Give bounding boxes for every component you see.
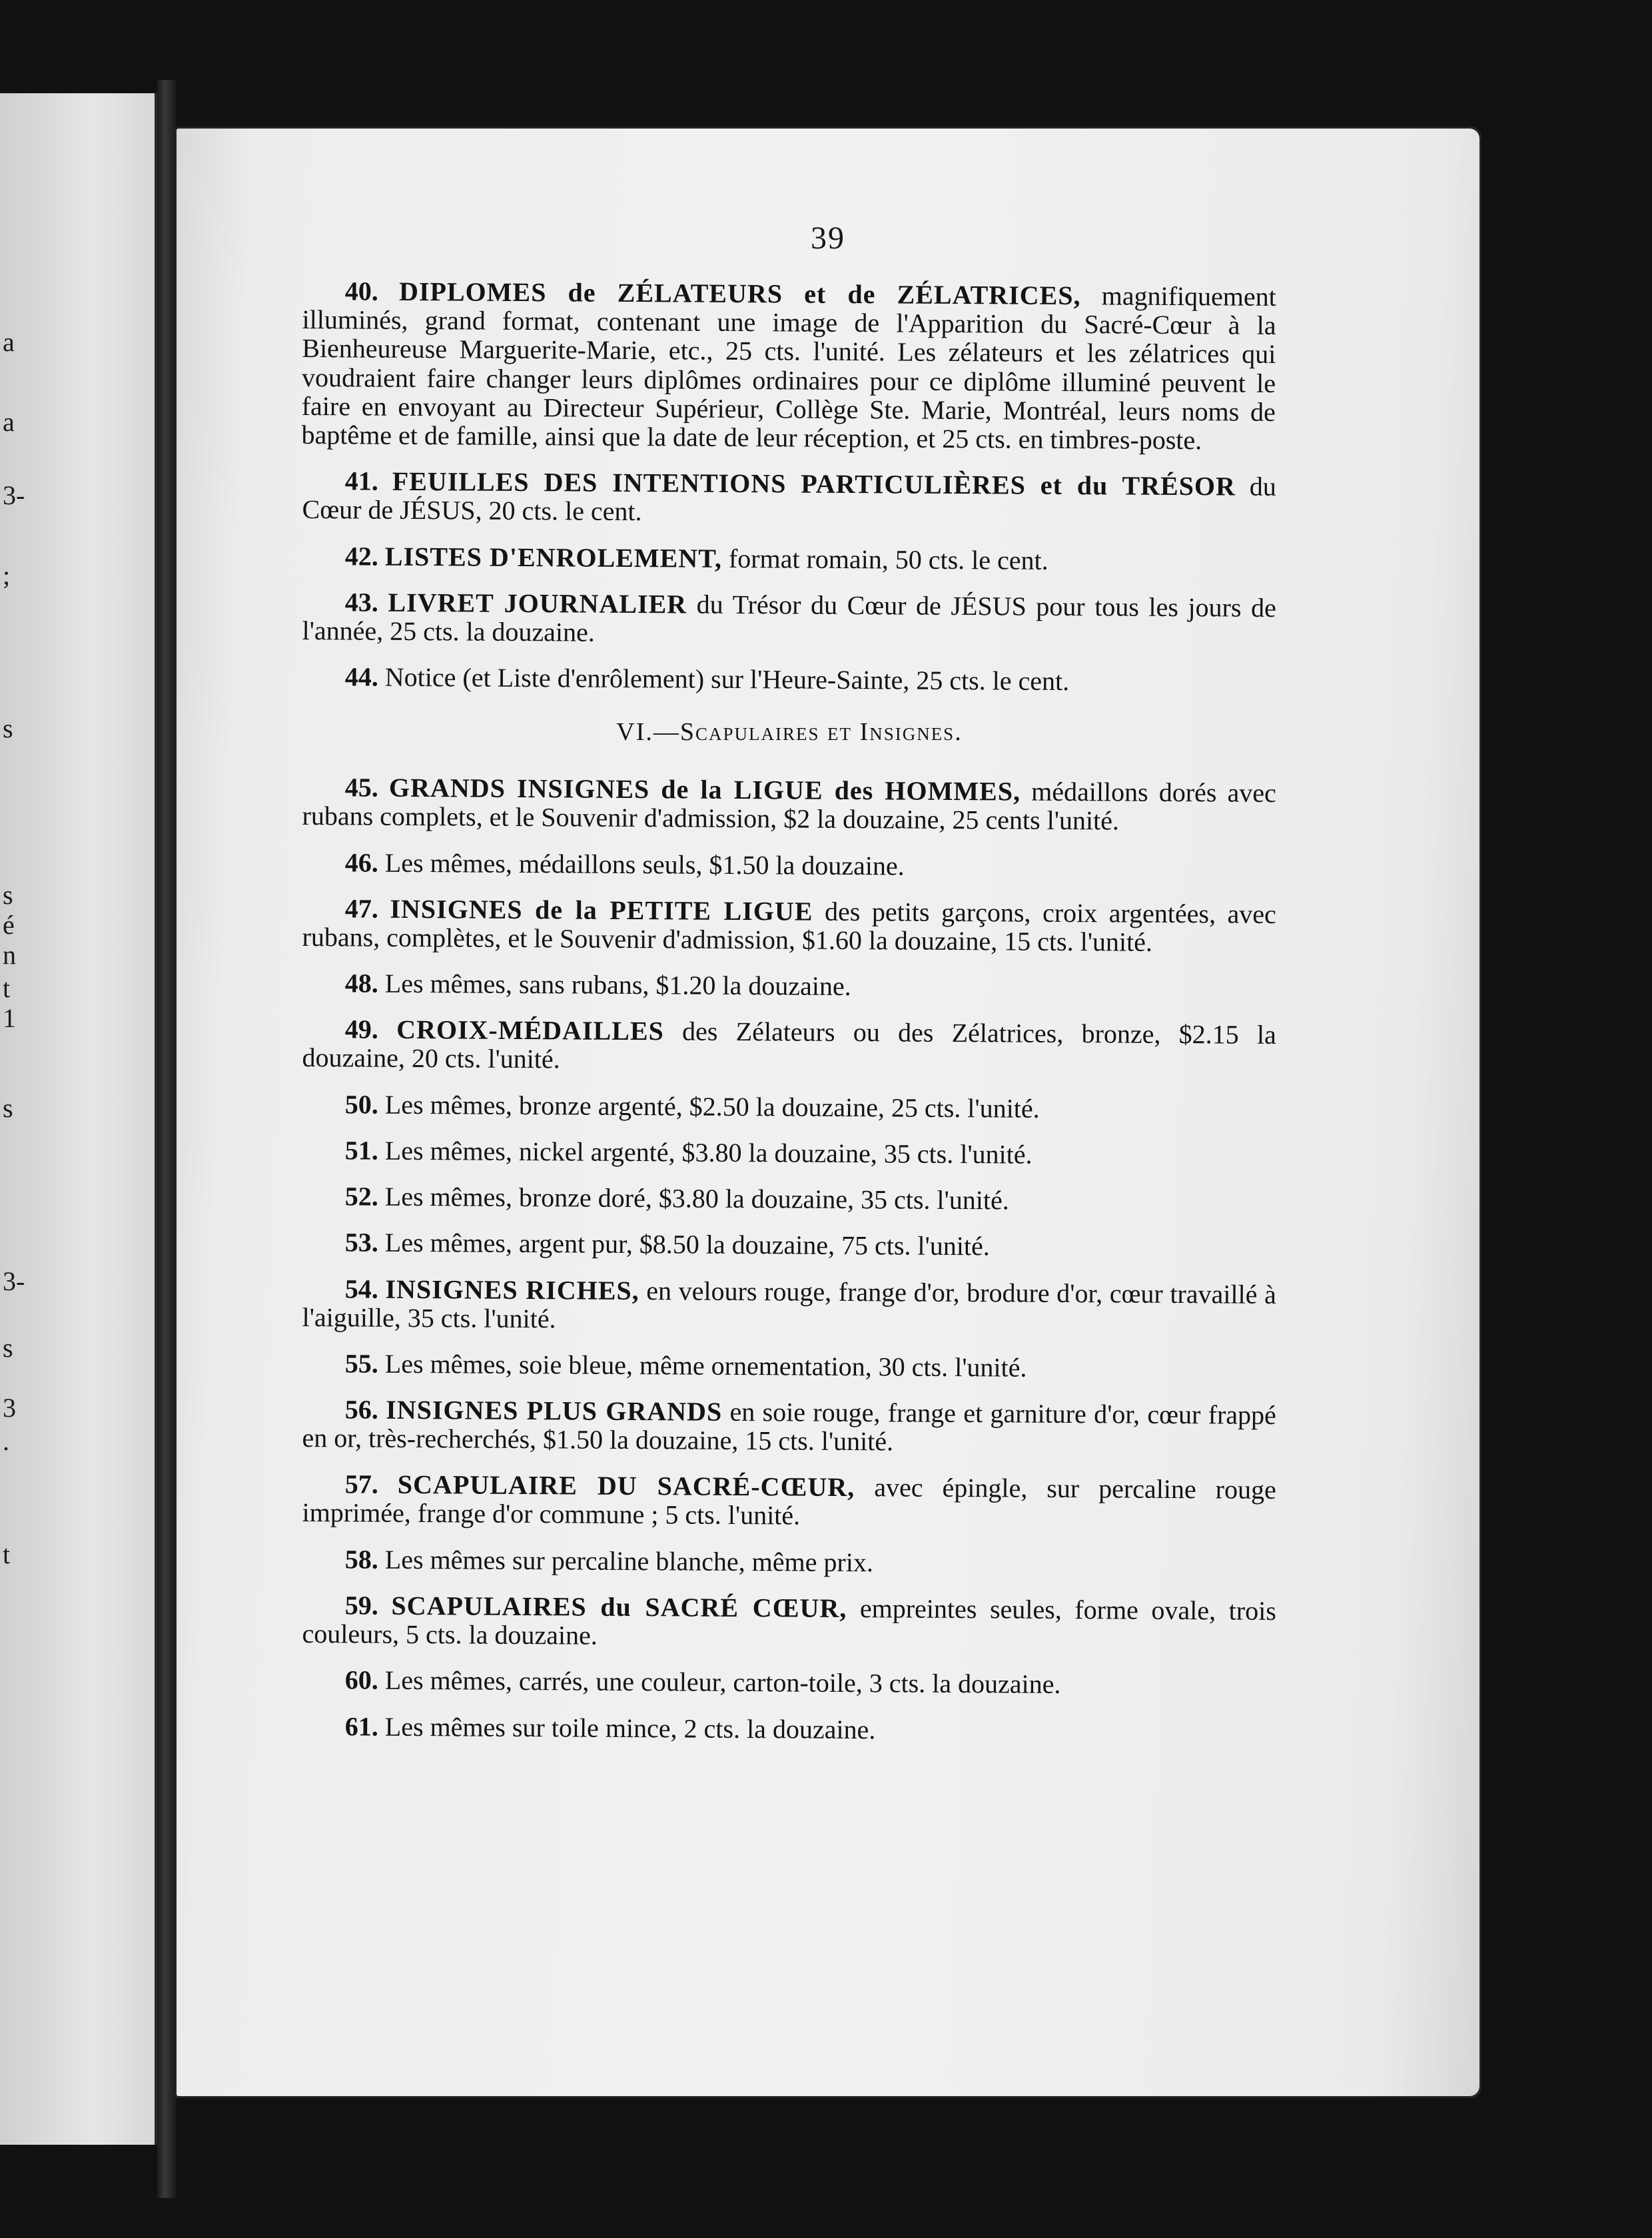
margin-fragment: 3- (3, 480, 25, 510)
entry-text: en soie rouge, frange et garniture d'or, cœur frappé en or, très-recherchés, $1.50 la douzaine, 15 cts. l'unité. (302, 1396, 1277, 1457)
margin-fragment: t (3, 1539, 11, 1569)
catalog-entry (302, 1136, 1276, 1170)
margin-fragment: s (3, 880, 13, 910)
catalog-entry (302, 968, 1276, 1003)
page-number: 39 (811, 220, 845, 256)
margin-fragment: é (3, 910, 15, 940)
entry-number: 59. (344, 1590, 379, 1621)
entry-heading: INSIGNES RICHES, (385, 1274, 639, 1306)
margin-fragment: a (3, 327, 15, 357)
entry-number: 57. (344, 1469, 379, 1500)
catalog-entry (302, 1349, 1276, 1383)
entry-number: 46. (344, 847, 379, 878)
catalog-entry (302, 1469, 1276, 1533)
entry-text: empreintes seules, forme ovale, trois couleurs, 5 cts. la douzaine. (302, 1593, 1276, 1651)
entry-number: 60. (344, 1665, 379, 1696)
entry-heading: LIVRET JOURNALIER (388, 587, 687, 619)
catalog-entry (302, 587, 1276, 651)
entry-text: Les mêmes sur toile mince, 2 cts. la douzaine. (384, 1711, 876, 1744)
entry-number: 40. (344, 276, 379, 306)
entry-number: 61. (344, 1710, 379, 1742)
entry-text: magnifiquement illuminés, grand format, contenant une image de l'Apparition du Sacré-Cœur à la Bienheureuse Marguerite-Marie, etc., 25 cts. l'unité. Les zélateurs et les zélatrices qui voudraient faire changer leurs diplômes ordinaires pour ce diplôme illuminé peuvent le faire en envoyant au Directeur Supérieur, Collège Ste. Marie, Montréal, leurs noms de baptême et de famille, ainsi que la date de leur réception, et 25 cts. en timbres-poste. (301, 280, 1276, 456)
entry-text: Les mêmes, argent pur, $8.50 la douzaine, 75 cts. l'unité. (384, 1228, 990, 1262)
entry-text: Notice (et Liste d'enrôlement) sur l'Heure-Sainte, 25 cts. le cent. (384, 661, 1070, 697)
entry-number: 45. (344, 772, 379, 803)
margin-fragment: s (3, 1093, 13, 1123)
margin-fragment: 3- (3, 1266, 25, 1296)
entry-text: du Cœur de JÉSUS, 20 cts. le cent. (302, 471, 1276, 527)
entry-number: 47. (344, 893, 379, 924)
entry-number: 54. (344, 1273, 379, 1304)
catalog-entry (302, 542, 1276, 576)
margin-fragment: s (3, 1333, 13, 1363)
entry-number: 53. (344, 1227, 379, 1258)
margin-fragment: 3 (3, 1393, 16, 1423)
entry-number: 42. (344, 540, 379, 571)
catalog-entry (302, 1228, 1276, 1262)
entry-text: Les mêmes, bronze argenté, $2.50 la douzaine, 25 cts. l'unité. (384, 1089, 1040, 1124)
entry-text: des petits garçons, croix argentées, avec rubans, complètes, et le Souvenir d'admission, $1.60 la douzaine, 15 cts. l'unité. (302, 896, 1276, 957)
catalog-entry (302, 1090, 1276, 1124)
entry-number: 55. (344, 1348, 379, 1379)
page (175, 127, 1481, 2098)
catalog-entry (302, 1274, 1276, 1337)
entry-text: Les mêmes, soie bleue, même ornementation, 30 cts. l'unité. (384, 1348, 1027, 1383)
catalog-entry (302, 1014, 1276, 1078)
entry-number: 44. (344, 661, 379, 692)
entry-heading: INSIGNES PLUS GRANDS (386, 1394, 723, 1427)
page-content (302, 276, 1276, 1758)
margin-fragment: s (3, 713, 13, 743)
entry-heading: CROIX-MÉDAILLES (396, 1014, 664, 1046)
entry-heading: SCAPULAIRES du SACRÉ CŒUR, (391, 1590, 847, 1624)
entry-text: avec épingle, sur percaline rouge imprimée, frange d'or commune ; 5 cts. l'unité. (302, 1472, 1276, 1531)
margin-fragment: . (3, 1426, 9, 1456)
entry-text: Les mêmes sur percaline blanche, même prix. (384, 1544, 874, 1578)
entry-text: en velours rouge, frange d'or, brodure d'or, cœur travaillé à l'aiguille, 35 cts. l'unité. (302, 1275, 1276, 1334)
catalog-entry (302, 894, 1276, 957)
entry-text: des Zélateurs ou des Zélatrices, bronze, $2.15 la douzaine, 20 cts. l'unité. (302, 1016, 1276, 1074)
entry-text: Les mêmes, sans rubans, $1.20 la douzaine. (384, 968, 851, 1002)
entry-text: Les mêmes, nickel argenté, $3.80 la douzaine, 35 cts. l'unité. (384, 1135, 1032, 1170)
margin-fragment: t (3, 973, 11, 1003)
entry-number: 50. (344, 1089, 379, 1120)
entry-text: format romain, 50 cts. le cent. (721, 543, 1048, 575)
entry-heading: SCAPULAIRE DU SACRÉ-CŒUR, (397, 1469, 855, 1503)
margin-fragment: ; (3, 560, 11, 590)
entry-text: du Trésor du Cœur de JÉSUS pour tous les jours de l'année, 25 cts. la douzaine. (302, 589, 1276, 647)
entries-list-part1 (301, 276, 1276, 697)
entry-text: Les mêmes, carrés, une couleur, carton-toile, 3 cts. la douzaine. (384, 1665, 1061, 1700)
entry-heading: INSIGNES de la PETITE LIGUE (390, 893, 813, 927)
catalog-entry (302, 848, 1276, 883)
entries-list-part2 (302, 772, 1277, 1744)
entry-number: 56. (344, 1394, 379, 1425)
entry-number: 52. (344, 1181, 379, 1212)
entry-heading: FEUILLES DES INTENTIONS PARTICULIÈRES et du TRÉSOR (392, 466, 1236, 502)
entry-heading: LISTES D'ENROLEMENT, (384, 541, 723, 573)
catalog-entry (302, 1545, 1276, 1579)
catalog-entry (302, 1591, 1276, 1654)
catalog-entry (302, 1182, 1276, 1216)
entry-number: 49. (344, 1014, 379, 1045)
entry-number: 41. (344, 466, 379, 496)
catalog-entry (302, 773, 1276, 836)
margin-fragment: a (3, 407, 15, 437)
section-heading: VI.—Scapulaires et Insignes. (616, 718, 963, 747)
entry-number: 48. (344, 968, 379, 998)
catalog-entry (302, 1665, 1276, 1700)
entry-heading: GRANDS INSIGNES de la LIGUE des HOMMES, (388, 773, 1021, 807)
catalog-entry (301, 276, 1276, 455)
entry-text: Les mêmes, médaillons seuls, $1.50 la douzaine. (384, 847, 905, 881)
entry-text: Les mêmes, bronze doré, $3.80 la douzaine, 35 cts. l'unité. (384, 1181, 1009, 1216)
entry-heading: DIPLOMES de ZÉLATEURS et de ZÉLATRICES, (398, 276, 1081, 311)
catalog-entry (302, 1712, 1276, 1746)
entry-number: 51. (344, 1135, 379, 1166)
entry-number: 58. (344, 1544, 379, 1575)
entry-number: 43. (344, 587, 379, 617)
left-page-fragment (0, 93, 157, 2145)
catalog-entry (302, 1395, 1276, 1458)
entry-text: médaillons dorés avec rubans complets, et le Souvenir d'admission, $2 la douzaine, 25 cents l'unité. (302, 776, 1276, 836)
margin-fragment: 1 (3, 1003, 16, 1033)
margin-fragment: n (3, 940, 16, 970)
catalog-entry (302, 466, 1276, 530)
catalog-entry (302, 662, 1276, 697)
book-gutter (157, 80, 176, 2198)
